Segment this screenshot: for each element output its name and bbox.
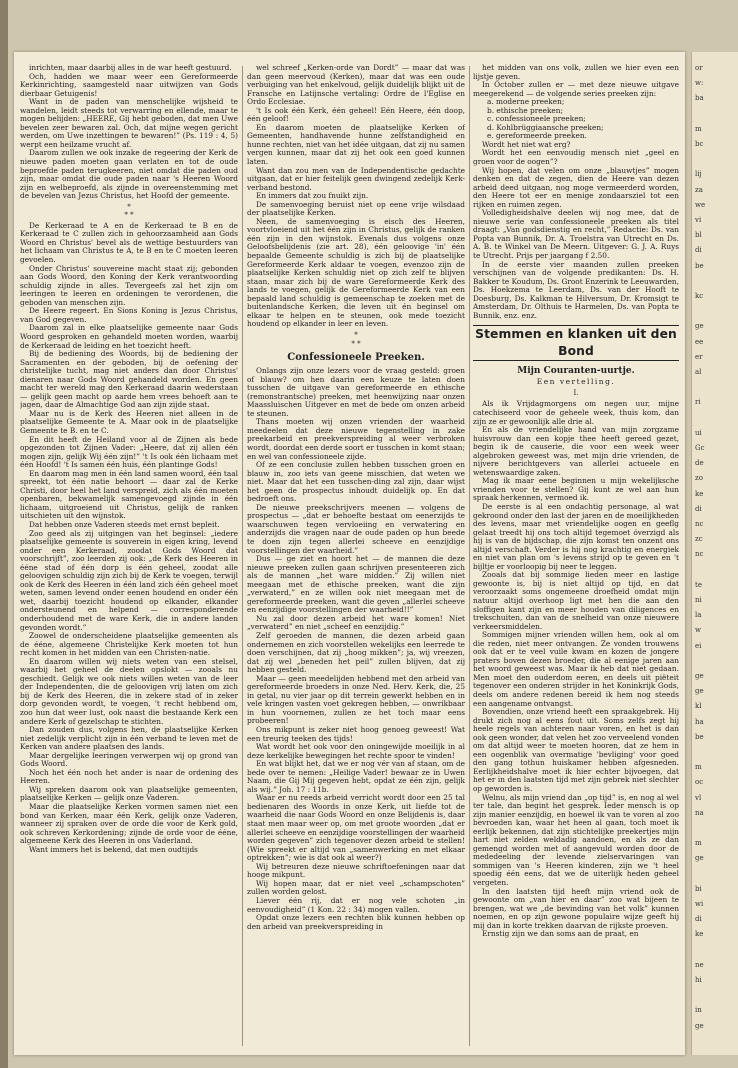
paragraph: Sommigen mijner vrienden willen hem, ook al om die reden, niet meer ontvangen. Ze vonden trouwens ook dat er te veel vuile kwam en kozen de jongere praters boven dezen broeder, die al eenige jaren aan het woord geweest was. Maar ik heb dat niet gedaan. Men moet den ouderdom eeren, en deels uit piëteit tegenover een onderen strijder in het Koninkrijk Gods, deels om andere redenen bereid ik hem nog steeds een aangename ontvangst. <box>473 630 679 708</box>
paragraph: Waar er nu reeds arbeid verricht wordt door een 25 tal bedienaren des Woords in onze Kerk, uit liefde tot de waarheid die naar Gods Woord en onze Belijdenis is, daar staat men maar weer op, om met groote woorden „dat er allerlei scheeve en eenzijdige voorstellingen der waarheid worden gegeven” zich tegenover dezen arbeid te stellen! (Wie spreekt er altijd van „samenwerking en met elkaar optrekken”; wie is dat ook al weer?) <box>247 793 465 863</box>
section-banner: Stemmen en klanken uit den Bond <box>473 325 679 361</box>
adjacent-page-fragment: w <box>695 626 701 635</box>
paragraph: Liever één rij, dat er nog vele schoten „in eenvoudigheid” (1 Kon. 22 : 34) mogen vallen. <box>247 895 465 914</box>
adjacent-page-fragment: ge <box>695 854 704 863</box>
adjacent-page-fragment: oc <box>695 778 704 787</box>
paragraph: Volledigheidshalve deelen wij nog mee, dat de nieuwe serie van confessioneele preeken als titel draagt: „Van godsdienstig en recht,” Redactie: Ds. van Popta van Bunnik, Dr. A. Troelstra van Utrecht en Ds. A. B. te Winkel van De Meern. Uitgever: G. J. A. Ruys te Utrecht. Prijs per jaargang f 2.50. <box>473 208 679 261</box>
adjacent-page-fragment: ge <box>695 1021 704 1030</box>
list-item: e. gereformeerde preeken. <box>487 131 587 141</box>
adjacent-page-fragment: Gc <box>695 444 705 452</box>
article-title: Mijn Couranten-uurtje. <box>517 366 635 377</box>
adjacent-page-fragment: di <box>695 504 702 513</box>
adjacent-page-fragment: hi <box>695 976 702 984</box>
section-divider-asterisks: * * * <box>351 330 361 348</box>
paragraph: En immers dat zou fnuikt zijn. <box>256 191 369 201</box>
paragraph: Wij spreken daarom ook van plaatselijke gemeenten, plaatselijke Kerken — gelijk onze Vaderen. <box>20 784 238 803</box>
adjacent-page-fragment: de <box>695 459 704 468</box>
adjacent-page-fragment: we <box>695 200 706 209</box>
adjacent-page-fragment: bc <box>695 140 704 148</box>
adjacent-page-fragment: ge <box>695 687 704 696</box>
paragraph: De nieuwe preekschrijvers meenen — volgens de prospectus — „dat er behoefte bestaat om eenerzijds te waarschuwen tegen vervloeiing en verwatering en anderzijds die vragen naar de oude paden op hun beede te doen zijn tegen allerlei scheeve en eenzijdige voorstellingen der waarheid.” <box>247 502 465 555</box>
paragraph: Wij hopen, dat velen om onze „blauwtjes” mogen denken en dat de zegen, dien de Heere van dezen arbeid deed uitgaan, nog moge vermeerderd worden, den Heere tot eer en menige zondaarsziel tot een rijken en ruimen zegen. <box>473 165 679 209</box>
adjacent-page-fragment: m <box>695 839 702 848</box>
paragraph: Want in de paden van menschelijke wijsheid te wandelen, leidt steeds tot verwarring en ellende, maar te mogen belijden: „HEERE, Gij hebt geboden, dat men Uwe bevelen zeer bewaren zal. Och, dat mijne wegen gericht werden, om Uwe inzettingen te bewaren!” (Ps. 119 : 4, 5) werpt een heilzame vrucht af. <box>20 97 238 149</box>
paragraph: Noch het één noch het ander is naar de ordening des Heeren. <box>20 767 238 786</box>
list-item: a. moderne preeken; <box>487 97 565 107</box>
paragraph: En daarom moeten de plaatselijke Kerken of Gemeenten, handhavende hunne zelfstandigheid en hunne rechten, niet van het idée uitgaan, dat zij nu samen vergen kunnen, maar dat zij het ook een goed kunnen laten. <box>247 122 465 167</box>
paragraph: Neen, de samenvoeging is eisch des Heeren, voortvloeiend uit het één zijn in Christus, gelijk de ranken één zijn in den wijnstok. Evenals dus volgens onze Geloofsbelijdenis (zie art. 28), één geloovige 'in' één bepaalde Gemeente schuldig is zich bij de plaatselijke Gereformeerde Kerk aldaar te voegen, evenzoo zijn de plaatselijke Kerken schuldig niet op zich zelf te blijven staan, maar zich bij de ware Gereformeerde Kerk des lands te voegen, gelijk de Gereformeerde Kerk van een bepaald land schuldig is gemeenschap te zoeken met de buitenlandsche Kerken, die leven uit én beginsel om elkaar te helpen en te steunen, ook mede toezicht houdend op elkander in leer en leven. <box>247 216 465 329</box>
adjacent-page-fragment: zc <box>695 535 703 544</box>
article-subtitle: Een vertelling. <box>536 377 616 387</box>
adjacent-page-fragment: bi <box>695 884 702 893</box>
adjacent-page-fragment: al <box>695 368 702 376</box>
paragraph: Als ik Vrijdagmorgens om negen uur, mijne catechiseerd voor de geheele week, thuis kom, dan zijn ze er gewoonlijk alle drie al. <box>473 399 679 426</box>
adjacent-page-fragment: be <box>695 732 704 741</box>
adjacent-page-fragment: vi <box>695 216 702 224</box>
adjacent-page-fragment: ke <box>695 489 704 498</box>
paragraph: In den laatsten tijd heeft mijn vriend ook de gewoonte om „van hier en daar” zoo wat bijeen te brengen, wat we „de bevinding van het volk” kunnen noemen, en op zijn gewone populaire wijze geeft hij mij dan in korte trekken daarvan de rijkste proeven. <box>473 886 679 930</box>
chapter-numeral: I. <box>573 389 579 398</box>
adjacent-page-fragment: te <box>695 580 702 589</box>
column-rule <box>469 66 470 1046</box>
paragraph: Maar die plaatselijke Kerken vormen samen niet een bond van Kerken, maar één Kerk, gelijk onze Vaderen, wanneer zij spraken over de orde die voor de Kerk gold, ook schreven Kerkordening; zijnde de orde voor de ééne, algemeene Kerk des Heeren in ons Vaderland. <box>20 802 238 846</box>
paragraph: De Kerkeraad te A en de Kerkeraad te B en de Kerkeraad te C zullen zich in gehoorzaamheid aan Gods Woord en Christus' bevel als de wettige bestuurders van het lichaam van Christus te A, te B en te C moeten leeren gevoelen. <box>20 220 238 265</box>
adjacent-page-fragment: vl <box>695 793 702 802</box>
paragraph: Wordt het een eenvoudig mensch niet „geel en groen voor de oogen”? <box>473 148 679 167</box>
adjacent-page-fragment: lij <box>695 170 702 179</box>
adjacent-page-fragment: di <box>695 246 702 255</box>
adjacent-page-fragment: ne <box>695 960 704 969</box>
adjacent-page-fragment: m <box>695 763 702 772</box>
paragraph: Of ze een conclusie zullen hebben tusschen groen en blauw in, zoo iets van geene misschien, dat weten we niet. Maar dat het een tusschen-ding zal zijn, daar wijst het geen de prospectus inhoudt duidelijk op. En dat bedroeft ons. <box>247 460 465 504</box>
paragraph: Zoowel de onderscheidene plaatselijke gemeenten als de ééne, algemeene Christelijke Kerk moeten tot hun recht komen in het midden van een Christen-natie. <box>20 631 238 658</box>
paragraph: De eerste is al een ondachtig personage, al wat gekroond onder den last der jaren en de moeilijkheden des levens, maar met vriendelijke oogen en geeflg gelaat treedt hij ons toch altijd tegemoet óverzigd als hij is van de bijdschap, die zijn komst ten onzent ons altijd verschaft. Verder is hij nog krachtig en energiek en niet van plan om 's levens strijd op te geven en 't bijltje er voorloopig bij neer te leggen. <box>473 501 679 571</box>
adjacent-page-fragment: na <box>695 808 704 817</box>
paragraph: Zoo geed als zij uitgingen van het beginsel: „iedere plaatselijke gemeente is souverein in eigen kring, levend onder een Kerkeraad, zoodat Gods Woord dat voorschrijft”, zoo leerden zij ook: „de Kerk des Heeren in ééne stad of één dorp is één geheel, zoodat alle geloovigen schuldig zijn zich bij de Kerk te voegen, terwijl ook de Kerk des Heeren in één land zich één geheel moet weten, samen levend onder eenen houdend en onder één wet, daarbij toezicht houdend op elkander, elkander ondersteunend en helpend — corresponderende onderhoudend met de ware Kerk, die in andere landen gevonden wordt.” <box>20 528 238 632</box>
adjacent-page-fragment: wi <box>695 900 704 908</box>
adjacent-page-fragment: za <box>695 185 703 194</box>
article-title: Confessioneele Preeken. <box>287 352 425 364</box>
binding-spine <box>0 0 8 1068</box>
adjacent-page-fragment: w: <box>695 79 704 88</box>
paragraph: Zooals dat bij sommige lieden meer en lastige gewoonte is, bij is niet altijd op tijd, en dat veroorzaakt soms ongemeene droefheid omdat mijn natuur altijd overhoop ligt met hen die aan den sloffigen kant zijn en meer houden van diligences en trekschuiten, dan van de snelheid van onze nieuwere verkeersmiddelen. <box>473 570 679 631</box>
paragraph: De samenvoeging beruist niet op eene vrije wilsdaad der plaatselijke Kerken. <box>247 199 465 218</box>
column-right <box>473 64 679 1048</box>
list-item: d. Kohlbrüggiaansche preeken; <box>487 122 604 132</box>
paragraph: wel schreef „Kerken-orde van Dordt” — maar dat was dan geen meervoud (Kerken), maar dat was een oude verbuiging van het enkelvoud, gelijk duidelijk blijkt uit de Fransche en Latijnsche vertaling: Ordre de l'Eglise en Ordo Ecclesiae. <box>247 64 465 107</box>
paragraph: En als de vriendelijke hand van mijn zorgzame huisvrouw dan een kopje thee heeft gereed gezet, begin ik de causerie, die voor een week weer algebroken geweest was, met mijn drie vrienden, de nijvere berichtgevers van allerlei actueele en wetenswaardige zaken. <box>473 425 679 477</box>
adjacent-page-fragment: be <box>695 261 704 270</box>
paragraph: En daarom willen wij niets weten van een stelsel, waarbij het geheel de deelen opslokt — zooals nu geschiedt. Gelijk we ook niets willen weten van de leer der Independenten, die de geloovigen vrij laten om zich bij de Kerk des Heeren, die in zekere stad of in zeker dorp gevonden wordt, te voegen, 't recht hebbend om, zoo hun dat weer lust, ook naast die bestaande Kerk een andere Kerk of gezelschap te stichten. <box>20 656 238 726</box>
paragraph: Maar — geen meedelijden hebbend met den arbeid van gereformeerde broeders in onze Ned. Herv. Kerk, die, 25 in getal, nu vier jaar op dit terrein gewerkt hebben en in vele kringen vasten voet gekregen hebben, — onwrikbaar in hun voornemen, zullen ze het toch maar eens probeeren! <box>247 673 465 726</box>
adjacent-page-fragment: ri <box>695 398 701 407</box>
paragraph: 't Is ook één Kerk, één geheel! Eén Heere, één doop, één geloof! <box>247 105 465 124</box>
paragraph: Onder Christus' souvereine macht staat zij; gebonden aan Gods Woord, den Koning der Kerk verantwoording schuldig zijnde in alles. Tevergeefs zal het zijn om leeringen te leeren en ordeningen te verordenen, die geboden van menschen zijn. <box>20 263 238 307</box>
adjacent-page-fragment: kc <box>695 292 704 300</box>
column-rule <box>242 66 243 1046</box>
paragraph: In October zullen er — met deze nieuwe uitgave meegerekend — de volgende series preeken zijn: <box>473 80 679 98</box>
paragraph: De Heere regeert. En Sions Koning is Jezus Christus, van God gegeven. <box>20 306 238 324</box>
paragraph: Want dan zou men van de Independentische gedachte uitgaan, dat er hier feitelijk geen dwingend zedelijk Kerk-verband bestond. <box>247 165 465 192</box>
paragraph: Mag ik maar eene beginnen u mijn wekelijksche vrienden voor te stellen? Gij kunt ze wel aan hun spraak herkennen, vermoed ik. <box>473 476 679 503</box>
paragraph: Welnu, als mijn vriend dan „op tijd” is, en nog al wel ter tale, dan begint het gesprek. Ieder mensch is op zijn manier eenzijdig, en hoewel ik van te voren al zoo bevroeden kan, waar het heen al gaan, toch moet ik eerlijk bekennen, dat zijn stichtelijke preekertjes mijn hart niet zelden weldadig aandoen, en als ze dan gemengd worden met of aangevuld worden door de mededeeling der levende zielservaringen van sommigen van 's Heeren kinderen, zijn we 't heel spoedig één eens, dat we de uiterlijk heden geheel vergeten. <box>473 792 679 888</box>
paragraph: En dit heeft de Heiland voor al de Zijnen als bede opgezonden tot Zijnen Vader: „Heere, dat zij allen één mogen zijn, gelijk Wij één zijn!” 't Is ook één lichaam met één Hoofd! 't Is samen één huis, één plantinge Gods! <box>20 434 238 470</box>
paragraph: Wij betreuren deze nieuwe schriftoefeningen naar dat hooge mikpunt. <box>247 861 465 880</box>
adjacent-page-fragment: ee <box>695 337 704 346</box>
adjacent-page-fragment: zo <box>695 474 703 483</box>
paragraph: Wordt het niet wat erg? <box>482 139 571 149</box>
list-item: b. ethische preeken; <box>487 105 563 115</box>
adjacent-page-fragment: di <box>695 915 702 924</box>
adjacent-page-fragment: in <box>695 1006 702 1015</box>
adjacent-page-fragment: nc <box>695 520 704 528</box>
paragraph: het midden van ons volk, zullen we hier even een lijstje geven. <box>473 64 679 81</box>
paragraph: Och, hadden we maar weer een Gereformeerde Kerkinrichting, saamgesteld naar uitwijzen van Gods dierbaar Getuigenis! <box>20 71 238 98</box>
adjacent-page-fragment: or <box>695 64 703 72</box>
adjacent-page-fragment: ei <box>695 641 702 650</box>
paragraph: Zelf geroeden de mannen, die dezen arbeid gaan ondernemen en zich voorstellen wekelijks een leerrede te doen verschijnen, dat zij „hoog mikken”; ja, wij vreezen, dat zij wel „beneden het peil” zullen blijven, dat zij hebben gesteld. <box>247 631 465 675</box>
adjacent-page-fragment: ui <box>695 428 702 437</box>
adjacent-page-fragment: er <box>695 352 703 361</box>
paragraph: Bij de bediening des Woords, bij de bediening der Sacramenten en der geboden, bij de oefening der christelijke tucht, mag niet anders dan door Christus' dienaren naar Gods Woord gehandeld worden. En geen macht ter wereld mag den Kerkeraad daarin wederstaan — gelijk geen macht op aarde hem vrees behoeft aan te jagen, daar de Almachtige God aan zijn zijde staat. <box>20 349 238 410</box>
paragraph: Maar nu is de Kerk des Heeren niet alleen in de plaatselijke Gemeente te A. Maar ook in de plaatselijke Gemeente te B. en te C. <box>20 408 238 435</box>
adjacent-page-fragment: kl <box>695 702 702 711</box>
paragraph: Ernstig zijn we dan soms aan de praat, en <box>482 929 639 939</box>
adjacent-page-fragment: bl <box>695 231 702 240</box>
paragraph: Bovendien, onze vriend heeft een spraakgebrek. Hij drukt zich nog al eens fout uit. Soms zelfs zegt hij heele regels van achteren naar voren, en het is dan ook geen wonder, dat velen het zoo verveelend vonden om dat altijd weer te moeten hooren, dat ze hem in een oogenblik van overmatige 'bevliging' voor goed den gang tothun huiskamer hebben afgesneden. Eerlijkheidshalve moet ik hier echter bijvoegen, dat het er in den laatsten tijd met zijn gebrek niet slechter op geworden is. <box>473 707 679 794</box>
paragraph: Thans moeten wij onzen vrienden der waarheid meedeelen dat deze nieuwe tegenstelling in zake preekarbeid en preekverspreiding al weer verbroken wordt, doordat een derde soort er tusschen in komt staan; en wel van confessioneele zijde. <box>247 417 465 461</box>
adjacent-page-edge <box>691 52 738 1055</box>
adjacent-page-fragment: ha <box>695 717 704 726</box>
list-item: c. confessioneele preeken; <box>487 114 586 124</box>
paragraph: Nu zal door dezen arbeid het ware komen! Niet „verwaterd” en niet „scheef en eenzijdig.” <box>247 613 465 632</box>
paragraph: Wat wordt het ook voor den oningewijde moeilijk in al deze kerkelijke bewegingen het rechte spoor te vinden! <box>247 742 465 760</box>
adjacent-page-fragment: nc <box>695 550 704 559</box>
paragraph: En daarom mag men in één land samen woord, één taal spreekt, tot één natie behoort — daar zal de Kerke Christi, door heel het land verspreid, zich als één moeten openbaren, bekwamelijk samengevoegd zijnde in één lichaam, uitgroeiend uit Christus, gelijk de ranken uitschieten uit den wijnstok. <box>20 468 238 521</box>
paragraph: Dat hebben onze Vaderen steeds met ernst bepleit. <box>29 519 220 529</box>
paragraph: Onlangs zijn onze lezers voor de vraag gesteld: groen of blauw? om hen daarin een keuze te laten doen tusschen de uitgave van gereformeerde en ethische (remonstrantsche) preeken, met heenwijzing naar onzen Maassluischen Uitgever en met de bede om onzen arbeid te steunen. <box>247 366 465 418</box>
adjacent-page-fragment: m <box>695 124 702 133</box>
paragraph: Daarom zullen we ook inzake de regeering der Kerk de nieuwe paden moeten gaan verlaten en tot de oude beproefde paden terugkeeren, niet omdat die paden oud zijn, maar omdat die oude paden naar 's Heeren Woord zijn en welbeproefd, als zijnde in overeenstemming met de bevelen van Jezus Christus, het Hoofd der gemeente. <box>20 148 238 201</box>
paragraph: Daarom zal in elke plaatselijke gemeente naar Gods Woord gesproken en gehandeld moeten worden, waarbij de Kerkeraad de leiding en het toezicht heeft. <box>20 323 238 350</box>
paragraph: Dus — ge ziet en hoort het — de mannen die deze nieuwe preeken zullen gaan schrijven presenteeren zich als de mannen „het ware midden.” Zij willen niet meegaan met de ethische preeken, want die zijn „verwaterd,” en ze willen ook niet meegaan met de gereformeerde preeken, want die geven „allerlei scheeve en eenzijdige voorstellingen der waarheid!!” <box>247 554 465 615</box>
sermon-series-list <box>473 98 679 141</box>
newspaper-page <box>14 52 685 1055</box>
paragraph: Dan zouden dus, volgens hen, de plaatselijke Kerken niet zedelijk verplicht zijn in één verband te leven met de Kerken van andere plaatsen des lands. <box>20 725 238 752</box>
adjacent-page-fragment: la <box>695 611 702 620</box>
adjacent-page-fragment: ke <box>695 930 704 939</box>
paragraph: Maar dergelijke leeringen verwerpen wij op grond van Gods Woord. <box>20 750 238 769</box>
paragraph: Wij hopen maar, dat er niet veel „schampschoten” zullen worden gelost. <box>247 878 465 897</box>
column-middle <box>247 64 465 1048</box>
section-divider-asterisks: * * * <box>124 202 134 220</box>
paragraph: Ons mikpunt is zeker niet hoog genoeg geweest! Wat een treurig teeken des tijds! <box>247 725 465 743</box>
paragraph: Want immers het is bekend, dat men oudtijds <box>29 844 198 854</box>
adjacent-page-fragment: ge <box>695 672 704 680</box>
adjacent-page-fragment: ge <box>695 322 704 331</box>
column-left <box>20 64 238 1048</box>
adjacent-page-fragment: ba <box>695 94 704 103</box>
adjacent-page-fragment: ni <box>695 596 702 604</box>
paragraph: inrichten, maar daarbij alles in de war heeft gestuurd. <box>29 64 232 72</box>
paragraph: In de eerste vier maanden zullen preeken verschijnen van de volgende predikanten: Ds. H. Bakker te Koudum, Ds. Groot Enzerink te Leeuwarden, Ds. Hoekzema te Leerdam, Ds. van der Hooft te Doesburg, Ds. Kalkman te Hilversum, Dr. Kromsigt te Amsterdam, Dr. Olthuis te Harmelen, Ds. van Popta te Bunnik, enz. enz. <box>473 259 679 320</box>
paragraph: Opdat onze lezers een rechten blik kunnen hebben op den arbeid van preekverspreiding in <box>247 913 465 931</box>
paragraph: En wat blijkt het, dat we er nog vér van af staan, om de bede over te nemen: „Heilige Vader! bewaar ze in Uwen Naam, die Gij Mij gegeven hebt, opdat ze één zijn, gelijk als wij.” Joh. 17 : 11b. <box>247 759 465 794</box>
